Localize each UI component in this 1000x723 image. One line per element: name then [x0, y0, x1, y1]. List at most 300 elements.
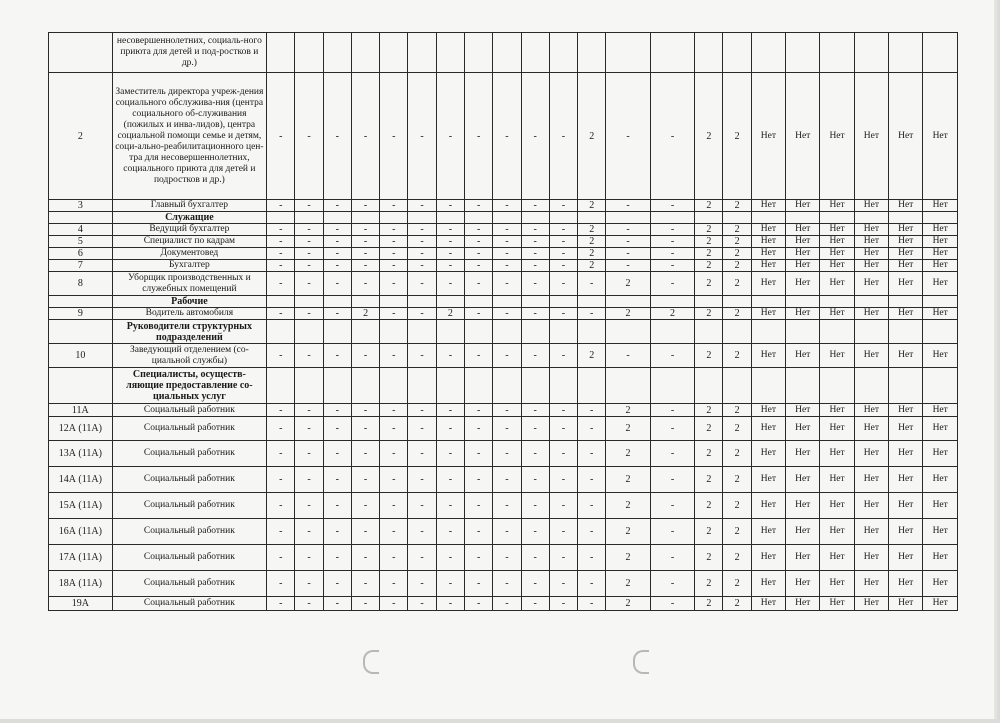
value-cell: 2	[695, 200, 723, 212]
flag-cell: Нет	[854, 260, 888, 272]
value-cell: -	[578, 493, 606, 519]
section-header-row	[49, 320, 958, 344]
flag-cell	[820, 320, 854, 344]
value-cell: -	[323, 417, 351, 441]
value-cell: -	[465, 260, 493, 272]
value-cell: -	[408, 73, 436, 200]
value-cell: -	[323, 344, 351, 368]
value-cell: -	[436, 248, 464, 260]
value-cell: 2	[695, 308, 723, 320]
value-cell: -	[295, 344, 323, 368]
value-cell	[436, 320, 464, 344]
value-cell	[380, 33, 408, 73]
table-row	[49, 200, 958, 212]
position-name-cell: Социальный работник	[112, 417, 267, 441]
value-cell: -	[295, 73, 323, 200]
value-cell	[493, 212, 521, 224]
value-cell: -	[408, 597, 436, 611]
value-cell: 2	[695, 417, 723, 441]
flag-cell: Нет	[751, 200, 785, 212]
flag-cell: Нет	[854, 493, 888, 519]
value-cell	[465, 33, 493, 73]
value-cell: -	[549, 248, 577, 260]
value-cell: -	[465, 467, 493, 493]
value-cell: -	[295, 493, 323, 519]
value-cell: -	[650, 519, 694, 545]
flag-cell: Нет	[889, 571, 923, 597]
value-cell: 2	[606, 404, 650, 417]
value-cell	[695, 33, 723, 73]
flag-cell: Нет	[786, 200, 820, 212]
flag-cell	[889, 296, 923, 308]
value-cell: -	[549, 441, 577, 467]
value-cell: -	[267, 224, 295, 236]
value-cell: 2	[695, 260, 723, 272]
value-cell: 2	[606, 417, 650, 441]
value-cell	[408, 368, 436, 404]
flag-cell: Нет	[820, 519, 854, 545]
value-cell: 2	[650, 308, 694, 320]
row-number-cell	[49, 296, 113, 308]
value-cell: 2	[578, 248, 606, 260]
value-cell: -	[650, 493, 694, 519]
row-number-cell: 3	[49, 200, 113, 212]
value-cell: -	[650, 571, 694, 597]
row-number-cell: 13А (11А)	[49, 441, 113, 467]
value-cell: -	[267, 519, 295, 545]
flag-cell: Нет	[751, 404, 785, 417]
value-cell: -	[549, 467, 577, 493]
value-cell: -	[295, 519, 323, 545]
value-cell: -	[465, 236, 493, 248]
value-cell: -	[267, 344, 295, 368]
value-cell: -	[323, 545, 351, 571]
flag-cell: Нет	[786, 224, 820, 236]
value-cell: -	[493, 571, 521, 597]
flag-cell	[923, 320, 958, 344]
flag-cell	[854, 33, 888, 73]
value-cell: -	[295, 404, 323, 417]
value-cell: -	[493, 236, 521, 248]
value-cell: 2	[695, 571, 723, 597]
flag-cell: Нет	[854, 344, 888, 368]
row-number-cell: 18А (11А)	[49, 571, 113, 597]
value-cell: -	[650, 73, 694, 200]
value-cell: -	[380, 404, 408, 417]
value-cell	[493, 33, 521, 73]
value-cell: -	[465, 417, 493, 441]
flag-cell: Нет	[786, 493, 820, 519]
value-cell: -	[267, 200, 295, 212]
value-cell: -	[408, 467, 436, 493]
flag-cell	[889, 33, 923, 73]
flag-cell: Нет	[820, 467, 854, 493]
value-cell: -	[380, 248, 408, 260]
flag-cell: Нет	[820, 308, 854, 320]
row-number-cell: 4	[49, 224, 113, 236]
value-cell: -	[351, 248, 379, 260]
value-cell: -	[351, 441, 379, 467]
flag-cell: Нет	[854, 248, 888, 260]
value-cell	[465, 296, 493, 308]
flag-cell	[889, 320, 923, 344]
value-cell: 2	[351, 308, 379, 320]
flag-cell: Нет	[889, 272, 923, 296]
value-cell: 2	[606, 571, 650, 597]
value-cell: -	[351, 260, 379, 272]
flag-cell: Нет	[751, 441, 785, 467]
value-cell: -	[351, 344, 379, 368]
value-cell: -	[578, 545, 606, 571]
value-cell: -	[493, 272, 521, 296]
value-cell: -	[408, 519, 436, 545]
value-cell: -	[408, 236, 436, 248]
value-cell: -	[267, 493, 295, 519]
flag-cell: Нет	[923, 417, 958, 441]
value-cell: -	[323, 308, 351, 320]
flag-cell: Нет	[923, 200, 958, 212]
flag-cell	[786, 296, 820, 308]
value-cell: 2	[723, 571, 751, 597]
flag-cell: Нет	[786, 260, 820, 272]
section-title: Руководители структурных подразделений	[112, 320, 267, 344]
value-cell: -	[267, 73, 295, 200]
value-cell	[606, 296, 650, 308]
section-title: Рабочие	[112, 296, 267, 308]
value-cell	[650, 320, 694, 344]
value-cell: -	[267, 417, 295, 441]
value-cell: -	[521, 248, 549, 260]
value-cell: -	[650, 404, 694, 417]
flag-cell: Нет	[923, 272, 958, 296]
value-cell: -	[380, 597, 408, 611]
value-cell: -	[295, 571, 323, 597]
value-cell: -	[549, 200, 577, 212]
value-cell	[351, 368, 379, 404]
value-cell	[521, 212, 549, 224]
position-name-cell: Социальный работник	[112, 545, 267, 571]
flag-cell: Нет	[751, 493, 785, 519]
punch-hole-mark	[363, 650, 379, 674]
value-cell: -	[650, 344, 694, 368]
value-cell: -	[436, 344, 464, 368]
flag-cell: Нет	[751, 519, 785, 545]
value-cell: 2	[723, 404, 751, 417]
value-cell	[436, 33, 464, 73]
flag-cell	[923, 368, 958, 404]
value-cell: -	[380, 545, 408, 571]
flag-cell: Нет	[786, 236, 820, 248]
flag-cell: Нет	[751, 73, 785, 200]
value-cell: -	[606, 224, 650, 236]
value-cell	[323, 212, 351, 224]
value-cell	[323, 320, 351, 344]
flag-cell	[923, 296, 958, 308]
value-cell: -	[323, 260, 351, 272]
value-cell	[465, 320, 493, 344]
value-cell	[351, 296, 379, 308]
value-cell: -	[295, 308, 323, 320]
flag-cell: Нет	[889, 519, 923, 545]
position-name-cell: Главный бухгалтер	[112, 200, 267, 212]
value-cell: -	[267, 248, 295, 260]
row-number-cell: 8	[49, 272, 113, 296]
value-cell	[723, 320, 751, 344]
row-number-cell	[49, 320, 113, 344]
value-cell	[436, 212, 464, 224]
row-number-cell: 11А	[49, 404, 113, 417]
position-name-cell: Специалист по кадрам	[112, 236, 267, 248]
value-cell: -	[521, 272, 549, 296]
value-cell	[295, 212, 323, 224]
value-cell: -	[521, 200, 549, 212]
scan-edge	[994, 0, 1000, 723]
value-cell	[267, 33, 295, 73]
position-name-cell: Социальный работник	[112, 597, 267, 611]
value-cell: -	[493, 597, 521, 611]
value-cell	[295, 320, 323, 344]
table-row	[49, 441, 958, 467]
value-cell	[578, 368, 606, 404]
value-cell: -	[650, 260, 694, 272]
value-cell: -	[549, 260, 577, 272]
value-cell: -	[408, 260, 436, 272]
flag-cell: Нет	[820, 73, 854, 200]
table-row	[49, 73, 958, 200]
flag-cell: Нет	[751, 248, 785, 260]
value-cell: -	[549, 417, 577, 441]
value-cell: -	[606, 248, 650, 260]
flag-cell: Нет	[854, 441, 888, 467]
table-row	[49, 308, 958, 320]
value-cell: -	[408, 248, 436, 260]
position-name-cell: Уборщик производственных и служебных помещений	[112, 272, 267, 296]
value-cell: -	[408, 571, 436, 597]
value-cell: -	[578, 417, 606, 441]
value-cell: -	[323, 224, 351, 236]
value-cell: 2	[695, 224, 723, 236]
flag-cell: Нет	[923, 441, 958, 467]
value-cell: -	[323, 404, 351, 417]
value-cell: -	[267, 260, 295, 272]
value-cell: -	[493, 73, 521, 200]
value-cell	[723, 368, 751, 404]
value-cell: -	[436, 404, 464, 417]
value-cell: 2	[606, 441, 650, 467]
flag-cell: Нет	[854, 571, 888, 597]
value-cell: -	[465, 200, 493, 212]
position-name-cell: несовершеннолетних, социаль-ного приюта для детей и под-ростков и др.)	[112, 33, 267, 73]
row-number-cell	[49, 212, 113, 224]
value-cell: -	[323, 73, 351, 200]
value-cell: -	[465, 493, 493, 519]
flag-cell	[854, 320, 888, 344]
flag-cell: Нет	[786, 344, 820, 368]
value-cell: -	[351, 519, 379, 545]
value-cell: -	[436, 545, 464, 571]
flag-cell	[751, 368, 785, 404]
value-cell	[723, 33, 751, 73]
value-cell: -	[436, 224, 464, 236]
value-cell: 2	[606, 308, 650, 320]
flag-cell: Нет	[923, 224, 958, 236]
value-cell: -	[408, 344, 436, 368]
value-cell: -	[295, 224, 323, 236]
value-cell: -	[465, 404, 493, 417]
table-body	[49, 33, 958, 611]
value-cell: -	[323, 200, 351, 212]
value-cell	[606, 33, 650, 73]
flag-cell: Нет	[854, 417, 888, 441]
value-cell: -	[295, 597, 323, 611]
value-cell: 2	[723, 224, 751, 236]
value-cell	[695, 212, 723, 224]
value-cell: -	[267, 308, 295, 320]
value-cell: 2	[695, 236, 723, 248]
value-cell: -	[549, 571, 577, 597]
value-cell: -	[267, 236, 295, 248]
flag-cell	[751, 296, 785, 308]
flag-cell: Нет	[923, 248, 958, 260]
value-cell: 2	[723, 200, 751, 212]
flag-cell: Нет	[786, 248, 820, 260]
flag-cell: Нет	[820, 248, 854, 260]
value-cell: -	[650, 417, 694, 441]
value-cell: 2	[723, 248, 751, 260]
value-cell: -	[493, 260, 521, 272]
table-row	[49, 545, 958, 571]
value-cell: 2	[695, 519, 723, 545]
flag-cell: Нет	[786, 467, 820, 493]
value-cell: -	[549, 404, 577, 417]
value-cell: -	[267, 441, 295, 467]
value-cell: -	[650, 545, 694, 571]
value-cell	[549, 33, 577, 73]
flag-cell	[751, 320, 785, 344]
value-cell	[380, 368, 408, 404]
value-cell: -	[380, 441, 408, 467]
value-cell	[723, 296, 751, 308]
value-cell: -	[606, 73, 650, 200]
value-cell: -	[549, 272, 577, 296]
value-cell: -	[267, 467, 295, 493]
flag-cell: Нет	[889, 493, 923, 519]
flag-cell: Нет	[786, 404, 820, 417]
value-cell: -	[521, 519, 549, 545]
flag-cell: Нет	[820, 597, 854, 611]
value-cell: -	[351, 597, 379, 611]
flag-cell: Нет	[889, 344, 923, 368]
table-row	[49, 260, 958, 272]
value-cell: -	[521, 441, 549, 467]
value-cell	[323, 368, 351, 404]
value-cell: 2	[695, 545, 723, 571]
flag-cell: Нет	[923, 344, 958, 368]
flag-cell: Нет	[786, 571, 820, 597]
flag-cell: Нет	[820, 571, 854, 597]
value-cell: -	[295, 248, 323, 260]
value-cell: -	[380, 571, 408, 597]
value-cell: -	[408, 441, 436, 467]
flag-cell: Нет	[854, 545, 888, 571]
flag-cell: Нет	[854, 73, 888, 200]
value-cell: -	[323, 467, 351, 493]
value-cell: -	[323, 597, 351, 611]
flag-cell: Нет	[786, 545, 820, 571]
flag-cell	[889, 368, 923, 404]
value-cell	[295, 368, 323, 404]
position-name-cell: Документовед	[112, 248, 267, 260]
flag-cell: Нет	[923, 404, 958, 417]
value-cell	[436, 368, 464, 404]
flag-cell: Нет	[751, 545, 785, 571]
value-cell: -	[351, 200, 379, 212]
value-cell: -	[549, 519, 577, 545]
flag-cell	[786, 212, 820, 224]
row-number-cell: 16А (11А)	[49, 519, 113, 545]
position-name-cell: Ведущий бухгалтер	[112, 224, 267, 236]
value-cell: -	[493, 224, 521, 236]
flag-cell	[923, 33, 958, 73]
value-cell: -	[493, 344, 521, 368]
value-cell: 2	[723, 73, 751, 200]
value-cell: -	[351, 417, 379, 441]
flag-cell: Нет	[751, 417, 785, 441]
flag-cell	[820, 212, 854, 224]
value-cell: -	[650, 467, 694, 493]
value-cell: -	[436, 493, 464, 519]
flag-cell: Нет	[820, 200, 854, 212]
flag-cell: Нет	[786, 417, 820, 441]
value-cell: -	[408, 493, 436, 519]
value-cell: -	[465, 545, 493, 571]
section-header-row	[49, 212, 958, 224]
value-cell: -	[436, 73, 464, 200]
value-cell: -	[521, 467, 549, 493]
value-cell	[380, 320, 408, 344]
value-cell: -	[465, 73, 493, 200]
flag-cell	[786, 33, 820, 73]
value-cell: -	[606, 236, 650, 248]
value-cell: 2	[695, 272, 723, 296]
flag-cell: Нет	[786, 519, 820, 545]
row-number-cell: 5	[49, 236, 113, 248]
flag-cell: Нет	[889, 200, 923, 212]
value-cell: -	[436, 236, 464, 248]
value-cell: -	[351, 467, 379, 493]
value-cell: -	[380, 200, 408, 212]
flag-cell	[820, 368, 854, 404]
table-row	[49, 272, 958, 296]
row-number-cell: 10	[49, 344, 113, 368]
flag-cell: Нет	[923, 467, 958, 493]
value-cell: 2	[695, 493, 723, 519]
flag-cell: Нет	[820, 493, 854, 519]
flag-cell	[820, 296, 854, 308]
flag-cell: Нет	[923, 571, 958, 597]
value-cell	[408, 296, 436, 308]
value-cell: 2	[723, 260, 751, 272]
row-number-cell: 9	[49, 308, 113, 320]
value-cell	[493, 296, 521, 308]
flag-cell	[854, 368, 888, 404]
flag-cell	[751, 212, 785, 224]
value-cell: -	[521, 493, 549, 519]
value-cell	[323, 296, 351, 308]
value-cell: -	[380, 272, 408, 296]
value-cell: -	[323, 236, 351, 248]
value-cell	[695, 368, 723, 404]
